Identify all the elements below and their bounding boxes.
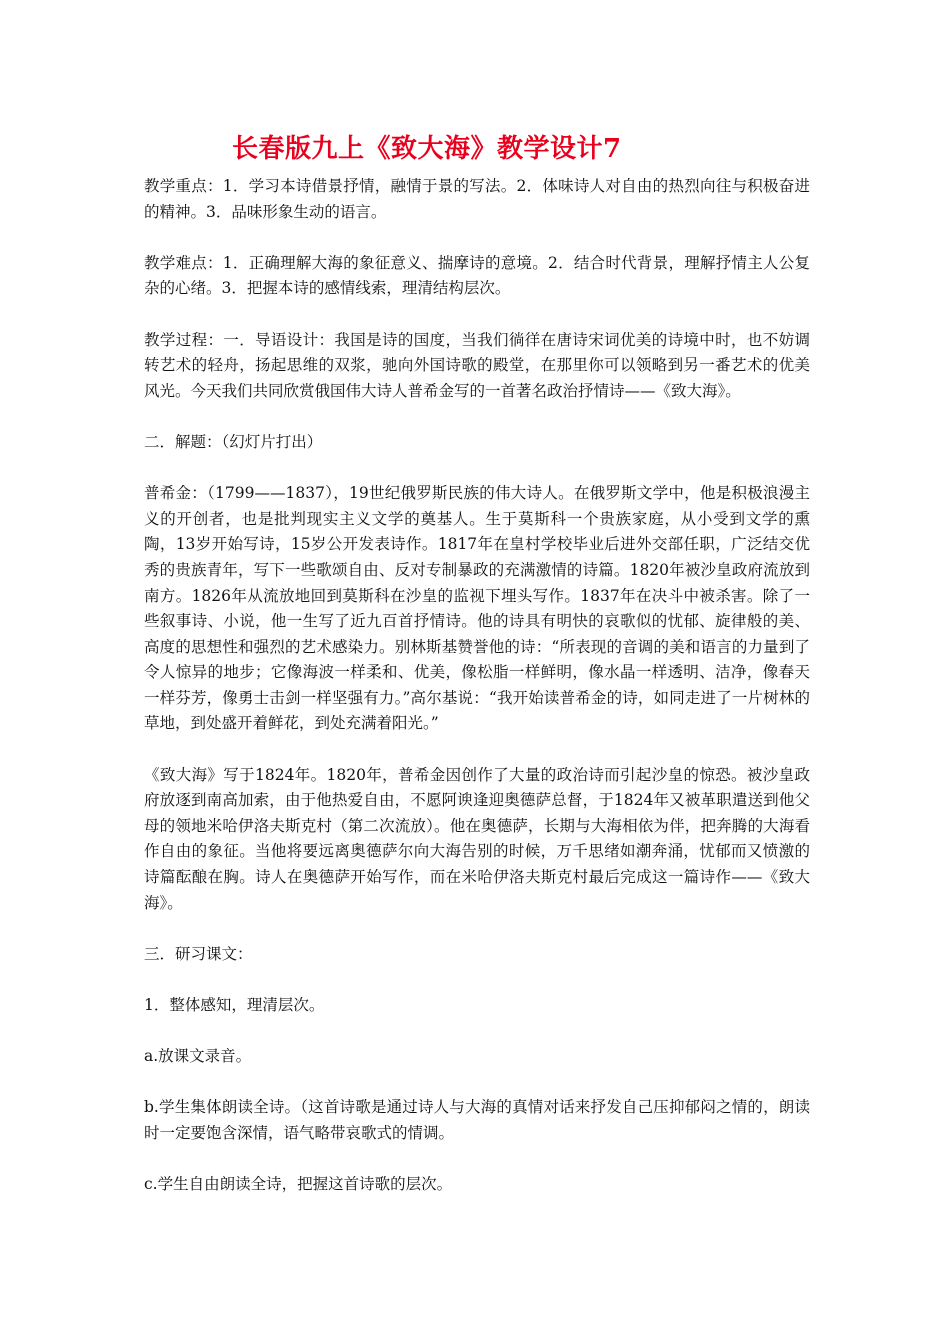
document-body <box>144 174 810 1223</box>
paragraph-step-a: a.放课文录音。 <box>144 1047 252 1066</box>
paragraph-teaching-process: 教学过程：一．导语设计：我国是诗的国度，当我们徜徉在唐诗宋词优美的诗境中时，也不妨调转艺术的轻舟，扬起思维的双浆，驰向外国诗歌的殿堂，在那里你可以领略到另一番艺术的优美风光。今天我们共同欣赏俄国伟大诗人普希金写的一首著名政治抒情诗——《致大海》。 <box>144 330 810 400</box>
paragraph-step-b: b.学生集体朗读全诗。（这首诗歌是通过诗人与大海的真情对话来抒发自己压抑郁闷之情的，朗读时一定要饱含深情，语气略带哀歌式的情调。 <box>144 1098 810 1142</box>
paragraph-teaching-focus: 教学重点：1．学习本诗借景抒情，融情于景的写法。2．体味诗人对自由的热烈向往与积极奋进的精神。3．品味形象生动的语言。 <box>144 177 810 221</box>
paragraph-step-one: 1．整体感知，理清层次。 <box>144 996 325 1014</box>
paragraph-section-two-heading: 二．解题：（幻灯片打出） <box>144 432 323 451</box>
paragraph-teaching-difficulty: 教学难点：1．正确理解大海的象征意义、揣摩诗的意境。2．结合时代背景，理解抒情主人公复杂的心绪。3．把握本诗的感情线索，理清结构层次。 <box>144 253 810 298</box>
paragraph-poem-background: 《致大海》写于1824年。1820年，普希金因创作了大量的政治诗而引起沙皇的惊恐。被沙皇政府放逐到南高加索，由于他热爱自由，不愿阿谀逢迎奥德萨总督，于1824年又被革职遣送到他父母的领地米哈伊洛夫斯克村（第二次流放）。他在奥德萨，长期与大海相依为伴，把奔腾的大海看作自由的象征。当他将要远离奥德萨尔向大海告别的时候，万千思绪如潮奔涌，忧郁而又愤激的诗篇酝酿在胸。诗人在奥德萨开始写作，而在米哈伊洛夫斯克村最后完成这一篇诗作——《致大海》。 <box>144 765 810 912</box>
paragraph-step-c: c.学生自由朗读全诗，把握这首诗歌的层次。 <box>144 1175 453 1194</box>
document-title: 长春版九上《致大海》教学设计7 <box>232 134 622 164</box>
paragraph-pushkin-bio: 普希金：（1799——1837），19世纪俄罗斯民族的伟大诗人。在俄罗斯文学中，他是积极浪漫主义的开创者，也是批判现实主义文学的奠基人。生于莫斯科一个贵族家庭，从小受到文学的熏陶，13岁开始写诗，15岁公开发表诗作。1817年在皇村学校毕业后进外交部任职，广泛结交优秀的贵族青年，写下一些歌颂自由、反对专制暴政的充满激情的诗篇。1820年被沙皇政府流放到南方。1826年从流放地回到莫斯科在沙皇的监视下埋头写作。1837年在决斗中被杀害。除了一些叙事诗、小说，他一生写了近九百首抒情诗。他的诗具有明快的哀歌似的忧郁、旋律般的美、高度的思想性和强烈的艺术感染力。别林斯基赞誉他的诗：“所表现的音调的美和语言的力量到了令人惊异的地步；它像海波一样柔和、优美，像松脂一样鲜明，像水晶一样透明、洁净，像春天一样芬芳，像勇士击剑一样坚强有力。”高尔基说：“我开始读普希金的诗，如同走进了一片树林的草地，到处盛开着鲜花，到处充满着阳光。” <box>144 484 810 733</box>
paragraph-section-three-heading: 三．研习课文： <box>144 944 253 963</box>
